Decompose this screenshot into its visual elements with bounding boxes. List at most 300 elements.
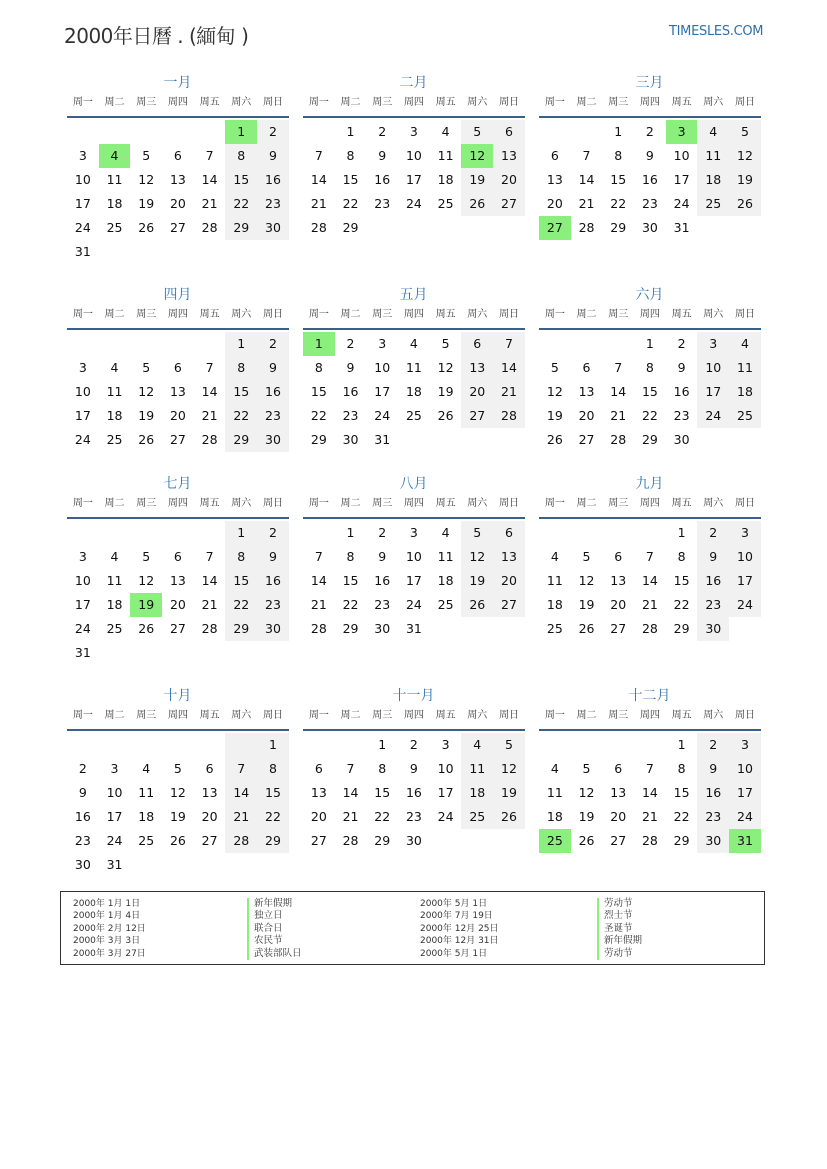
day-cell: 9: [257, 144, 289, 168]
day-cell: 6: [614, 549, 623, 564]
month-block: [539, 284, 761, 452]
weekday-label: 周六: [703, 498, 724, 509]
day-cell: 24: [729, 805, 761, 829]
weekday-label: 周三: [372, 97, 393, 108]
day-cell: 8: [346, 148, 355, 163]
empty-day-cell: [430, 617, 462, 641]
day-cell: 12: [461, 144, 493, 168]
empty-day-cell: [162, 521, 194, 545]
day-cell: 12: [169, 785, 186, 800]
day-cell: 17: [74, 196, 91, 211]
day-cell: 14: [225, 781, 257, 805]
day-cell: 31: [673, 220, 690, 235]
day-cell: 16: [405, 785, 422, 800]
legend-holiday-name: 农民节: [247, 935, 302, 947]
day-cell: 7: [314, 148, 323, 163]
day-cell: 19: [461, 168, 493, 192]
day-cell: 30: [641, 220, 658, 235]
day-cell: 20: [169, 196, 186, 211]
weekday-label: 周日: [734, 309, 755, 320]
day-cell: 15: [225, 569, 257, 593]
weekday-header: [303, 94, 525, 116]
empty-day-cell: [130, 853, 162, 877]
day-cell: 14: [201, 384, 218, 399]
day-cell: 21: [225, 805, 257, 829]
empty-day-cell: [729, 216, 761, 240]
weekday-label: 周五: [671, 309, 692, 320]
weekday-label: 周日: [498, 710, 519, 721]
day-cell: 30: [374, 621, 391, 636]
day-cell: 8: [225, 356, 257, 380]
day-cell: 18: [106, 408, 123, 423]
weekday-label: 周三: [372, 309, 393, 320]
day-cell: 7: [205, 549, 214, 564]
weekday-label: 周三: [136, 97, 157, 108]
empty-day-cell: [99, 332, 131, 356]
day-cell: 6: [173, 360, 182, 375]
day-cell: 7: [225, 757, 257, 781]
day-cell: 17: [729, 781, 761, 805]
weekday-label: 周三: [136, 498, 157, 509]
day-cell: 7: [614, 360, 623, 375]
day-cell: 10: [106, 785, 123, 800]
weekday-header: [539, 495, 761, 517]
legend-date: 2000年 3月 3日: [73, 936, 141, 947]
day-cell: 24: [697, 404, 729, 428]
legend-date: 2000年 3月 27日: [73, 948, 146, 959]
day-cell: 30: [673, 432, 690, 447]
day-cell: 26: [546, 432, 563, 447]
weekday-label: 周日: [498, 309, 519, 320]
day-cell: 12: [461, 545, 493, 569]
day-cell: 16: [641, 172, 658, 187]
empty-day-cell: [225, 240, 257, 264]
day-cell: 30: [257, 216, 289, 240]
day-cell: 4: [142, 761, 151, 776]
empty-day-cell: [493, 829, 525, 853]
empty-day-cell: [335, 733, 367, 757]
day-cell: 21: [201, 597, 218, 612]
holiday-legend: [60, 891, 765, 965]
day-cell: 1: [378, 737, 387, 752]
day-cell: 12: [578, 785, 595, 800]
day-grid: [303, 332, 525, 452]
day-cell: 8: [378, 761, 387, 776]
day-cell: 17: [74, 408, 91, 423]
day-cell: 5: [550, 360, 559, 375]
day-cell: 16: [74, 809, 91, 824]
day-cell: 24: [437, 809, 454, 824]
header-rule: [67, 116, 289, 118]
weekday-label: 周六: [467, 309, 488, 320]
weekday-label: 周三: [608, 309, 629, 320]
day-cell: 5: [142, 148, 151, 163]
day-cell: 2: [697, 521, 729, 545]
day-cell: 28: [201, 220, 218, 235]
empty-day-cell: [130, 521, 162, 545]
weekday-label: 周二: [576, 309, 597, 320]
legend-holiday-name: 新年假期: [247, 898, 302, 910]
day-cell: 1: [303, 332, 335, 356]
day-cell: 26: [169, 833, 186, 848]
day-cell: 24: [106, 833, 123, 848]
day-cell: 7: [645, 549, 654, 564]
day-cell: 20: [546, 196, 563, 211]
day-cell: 29: [673, 833, 690, 848]
day-cell: 22: [225, 593, 257, 617]
day-cell: 28: [641, 621, 658, 636]
day-cell: 4: [409, 336, 418, 351]
day-cell: 10: [405, 549, 422, 564]
empty-day-cell: [162, 240, 194, 264]
day-cell: 22: [673, 809, 690, 824]
day-cell: 13: [493, 545, 525, 569]
legend-names-col-1: [247, 898, 302, 960]
day-cell: 20: [169, 408, 186, 423]
day-grid: [67, 733, 289, 877]
weekday-label: 周一: [544, 710, 565, 721]
weekday-label: 周日: [498, 97, 519, 108]
day-cell: 9: [409, 761, 418, 776]
day-cell: 18: [405, 384, 422, 399]
day-cell: 17: [437, 785, 454, 800]
day-cell: 13: [169, 384, 186, 399]
empty-day-cell: [130, 332, 162, 356]
day-cell: 14: [641, 785, 658, 800]
weekday-label: 周二: [340, 498, 361, 509]
day-cell: 18: [437, 573, 454, 588]
weekday-label: 周四: [167, 710, 188, 721]
weekday-label: 周四: [639, 309, 660, 320]
day-cell: 9: [257, 356, 289, 380]
day-cell: 2: [378, 525, 387, 540]
day-cell: 29: [342, 621, 359, 636]
day-cell: 16: [374, 172, 391, 187]
header-rule: [539, 517, 761, 519]
day-cell: 2: [409, 737, 418, 752]
day-cell: 27: [169, 621, 186, 636]
day-cell: 26: [493, 805, 525, 829]
weekday-label: 周六: [467, 498, 488, 509]
empty-day-cell: [493, 216, 525, 240]
day-cell: 19: [461, 569, 493, 593]
day-cell: 18: [437, 172, 454, 187]
weekday-label: 周六: [231, 498, 252, 509]
day-cell: 20: [169, 597, 186, 612]
day-cell: 9: [645, 148, 654, 163]
month-title: 七月: [163, 476, 192, 492]
day-cell: 9: [78, 785, 87, 800]
day-cell: 26: [729, 192, 761, 216]
day-grid: [303, 733, 525, 853]
day-cell: 12: [138, 172, 155, 187]
month-block: [303, 72, 525, 240]
header-rule: [539, 328, 761, 330]
weekday-label: 周日: [734, 498, 755, 509]
legend-names-col-2: [597, 898, 642, 960]
day-cell: 17: [74, 597, 91, 612]
weekday-label: 周二: [340, 710, 361, 721]
day-cell: 28: [225, 829, 257, 853]
weekday-label: 周一: [72, 710, 93, 721]
day-cell: 26: [578, 621, 595, 636]
month-title: 六月: [635, 287, 664, 303]
day-cell: 31: [74, 244, 91, 259]
day-cell: 18: [461, 781, 493, 805]
day-cell: 30: [697, 829, 729, 853]
day-cell: 3: [110, 761, 119, 776]
day-cell: 25: [437, 196, 454, 211]
day-cell: 1: [645, 336, 654, 351]
header-rule: [539, 116, 761, 118]
empty-day-cell: [539, 332, 571, 356]
day-cell: 21: [342, 809, 359, 824]
day-cell: 9: [697, 545, 729, 569]
weekday-label: 周日: [734, 97, 755, 108]
day-cell: 13: [310, 785, 327, 800]
day-cell: 21: [493, 380, 525, 404]
empty-day-cell: [194, 853, 226, 877]
weekday-label: 周一: [308, 710, 329, 721]
empty-day-cell: [571, 332, 603, 356]
day-cell: 23: [342, 408, 359, 423]
month-block: [303, 284, 525, 452]
day-cell: 19: [130, 593, 162, 617]
day-cell: 6: [550, 148, 559, 163]
empty-day-cell: [130, 733, 162, 757]
weekday-label: 周三: [608, 710, 629, 721]
month-title: 五月: [399, 287, 428, 303]
weekday-label: 周六: [231, 309, 252, 320]
weekday-label: 周日: [262, 309, 283, 320]
day-cell: 15: [673, 573, 690, 588]
day-cell: 12: [729, 144, 761, 168]
month-title: 二月: [399, 75, 428, 91]
day-cell: 4: [110, 360, 119, 375]
day-cell: 13: [578, 384, 595, 399]
day-cell: 2: [257, 332, 289, 356]
day-cell: 21: [641, 809, 658, 824]
day-cell: 5: [461, 521, 493, 545]
day-cell: 13: [201, 785, 218, 800]
day-cell: 27: [201, 833, 218, 848]
day-cell: 3: [441, 737, 450, 752]
day-cell: 6: [582, 360, 591, 375]
weekday-header: [303, 495, 525, 517]
empty-day-cell: [602, 733, 634, 757]
legend-date: 2000年 5月 1日: [420, 948, 488, 959]
day-cell: 6: [205, 761, 214, 776]
legend-dates-col-2: [420, 898, 499, 960]
day-cell: 8: [677, 761, 686, 776]
day-cell: 10: [405, 148, 422, 163]
day-cell: 16: [257, 168, 289, 192]
day-cell: 1: [225, 521, 257, 545]
empty-day-cell: [162, 120, 194, 144]
day-cell: 11: [106, 573, 123, 588]
day-cell: 28: [310, 621, 327, 636]
weekday-label: 周二: [340, 97, 361, 108]
day-cell: 23: [257, 593, 289, 617]
day-cell: 8: [225, 144, 257, 168]
day-cell: 29: [342, 220, 359, 235]
weekday-label: 周三: [608, 498, 629, 509]
empty-day-cell: [430, 216, 462, 240]
weekday-label: 周日: [734, 710, 755, 721]
day-cell: 24: [374, 408, 391, 423]
month-title: 十一月: [392, 688, 435, 704]
day-cell: 3: [666, 120, 698, 144]
empty-day-cell: [729, 428, 761, 452]
day-cell: 3: [78, 360, 87, 375]
day-cell: 5: [173, 761, 182, 776]
day-cell: 22: [673, 597, 690, 612]
day-cell: 18: [729, 380, 761, 404]
day-cell: 10: [697, 356, 729, 380]
day-cell: 13: [493, 144, 525, 168]
day-cell: 2: [677, 336, 686, 351]
weekday-label: 周三: [136, 710, 157, 721]
day-cell: 3: [378, 336, 387, 351]
day-cell: 20: [461, 380, 493, 404]
day-cell: 24: [74, 621, 91, 636]
day-cell: 28: [641, 833, 658, 848]
month-block: [539, 685, 761, 853]
weekday-label: 周五: [671, 498, 692, 509]
month-title: 四月: [163, 287, 192, 303]
day-cell: 18: [106, 597, 123, 612]
day-cell: 28: [310, 220, 327, 235]
weekday-label: 周五: [435, 97, 456, 108]
day-cell: 14: [201, 172, 218, 187]
month-block: [303, 473, 525, 641]
weekday-label: 周二: [576, 498, 597, 509]
day-cell: 22: [641, 408, 658, 423]
day-cell: 30: [257, 428, 289, 452]
day-cell: 7: [645, 761, 654, 776]
day-cell: 19: [546, 408, 563, 423]
month-title: 九月: [635, 476, 664, 492]
day-cell: 31: [106, 857, 123, 872]
day-cell: 1: [677, 525, 686, 540]
day-cell: 31: [729, 829, 761, 853]
day-cell: 22: [610, 196, 627, 211]
day-cell: 26: [461, 593, 493, 617]
empty-day-cell: [130, 641, 162, 665]
day-cell: 22: [310, 408, 327, 423]
day-cell: 10: [673, 148, 690, 163]
day-grid: [539, 521, 761, 641]
empty-day-cell: [430, 428, 462, 452]
weekday-label: 周日: [498, 498, 519, 509]
weekday-header: [539, 707, 761, 729]
day-cell: 7: [314, 549, 323, 564]
day-cell: 3: [409, 124, 418, 139]
weekday-label: 周六: [231, 97, 252, 108]
day-cell: 13: [169, 172, 186, 187]
day-cell: 29: [225, 617, 257, 641]
day-cell: 24: [405, 196, 422, 211]
legend-holiday-name: 圣诞节: [597, 923, 642, 935]
day-cell: 14: [610, 384, 627, 399]
day-cell: 2: [346, 336, 355, 351]
day-cell: 10: [374, 360, 391, 375]
empty-day-cell: [99, 641, 131, 665]
day-cell: 19: [169, 809, 186, 824]
site-link[interactable]: TIMESLES.COM: [669, 24, 764, 39]
day-cell: 27: [610, 833, 627, 848]
day-cell: 10: [74, 172, 91, 187]
weekday-label: 周三: [608, 97, 629, 108]
weekday-label: 周五: [435, 309, 456, 320]
empty-day-cell: [461, 428, 493, 452]
day-cell: 12: [138, 384, 155, 399]
day-cell: 5: [493, 733, 525, 757]
day-cell: 30: [405, 833, 422, 848]
day-cell: 1: [677, 737, 686, 752]
empty-day-cell: [634, 733, 666, 757]
day-cell: 4: [461, 733, 493, 757]
weekday-label: 周六: [467, 97, 488, 108]
day-grid: [539, 733, 761, 853]
day-cell: 8: [645, 360, 654, 375]
day-cell: 29: [374, 833, 391, 848]
day-cell: 25: [138, 833, 155, 848]
empty-day-cell: [257, 853, 289, 877]
empty-day-cell: [697, 216, 729, 240]
empty-day-cell: [162, 853, 194, 877]
day-cell: 2: [257, 521, 289, 545]
day-cell: 18: [138, 809, 155, 824]
day-cell: 5: [461, 120, 493, 144]
day-cell: 24: [729, 593, 761, 617]
day-cell: 11: [106, 172, 123, 187]
empty-day-cell: [697, 428, 729, 452]
day-cell: 1: [614, 124, 623, 139]
day-cell: 29: [225, 428, 257, 452]
weekday-label: 周四: [403, 710, 424, 721]
day-cell: 3: [697, 332, 729, 356]
day-cell: 25: [106, 220, 123, 235]
weekday-label: 周一: [308, 309, 329, 320]
day-cell: 14: [641, 573, 658, 588]
weekday-header: [67, 306, 289, 328]
empty-day-cell: [194, 521, 226, 545]
day-cell: 17: [697, 380, 729, 404]
day-cell: 28: [201, 432, 218, 447]
weekday-label: 周一: [308, 97, 329, 108]
day-cell: 27: [610, 621, 627, 636]
day-cell: 10: [729, 757, 761, 781]
empty-day-cell: [493, 617, 525, 641]
day-cell: 8: [346, 549, 355, 564]
day-cell: 22: [225, 404, 257, 428]
weekday-header: [67, 495, 289, 517]
day-cell: 23: [697, 805, 729, 829]
day-cell: 17: [374, 384, 391, 399]
day-cell: 18: [697, 168, 729, 192]
empty-day-cell: [194, 240, 226, 264]
day-cell: 3: [78, 549, 87, 564]
day-cell: 13: [169, 573, 186, 588]
legend-date: 2000年 5月 1日: [420, 899, 488, 909]
weekday-label: 周一: [72, 309, 93, 320]
day-cell: 6: [614, 761, 623, 776]
day-cell: 13: [610, 573, 627, 588]
day-cell: 28: [610, 432, 627, 447]
day-cell: 19: [578, 809, 595, 824]
day-cell: 27: [310, 833, 327, 848]
